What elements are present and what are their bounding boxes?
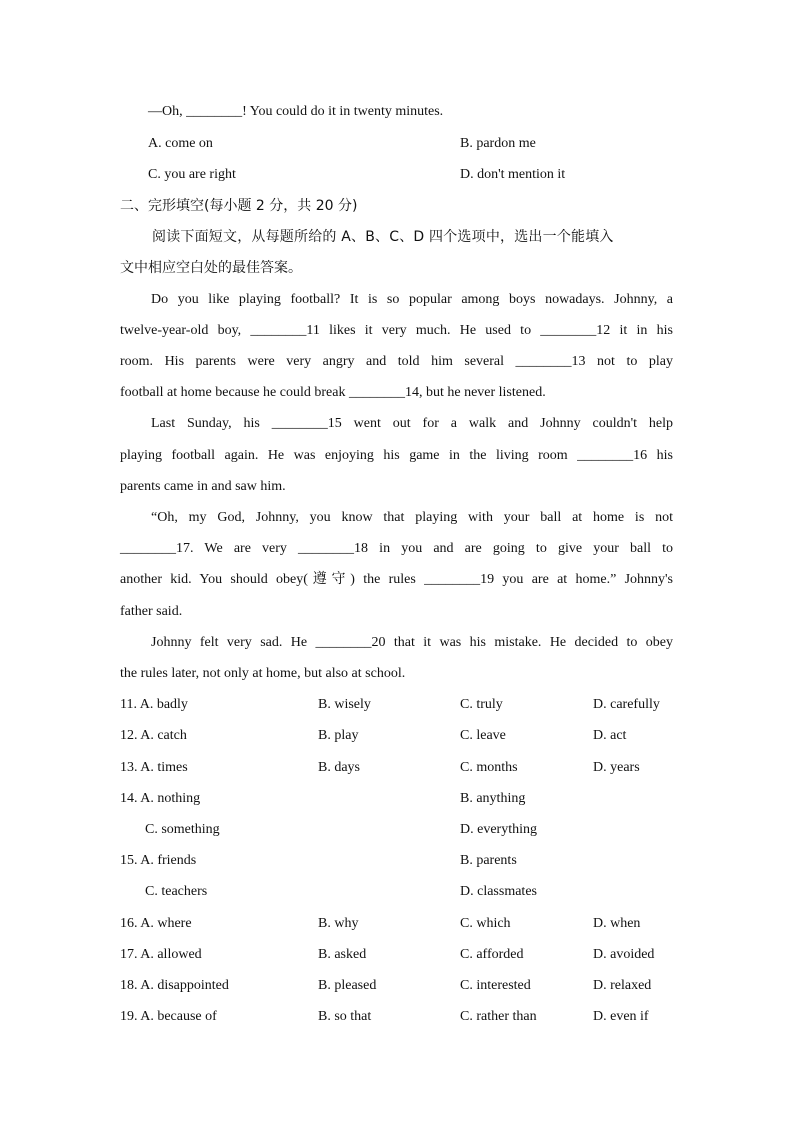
question-11-option-a: 11. A. badly xyxy=(120,697,188,712)
question-13-option-b: B. days xyxy=(318,760,360,775)
passage-line: football at home because he could break ________14, but he never listened. xyxy=(120,385,546,400)
question-18-option-b: B. pleased xyxy=(318,978,377,993)
question-15-option-b: B. parents xyxy=(460,853,517,868)
question-11-option-b: B. wisely xyxy=(318,697,371,712)
question-14-option-c: C. something xyxy=(145,822,220,837)
question-12-option-a: 12. A. catch xyxy=(120,728,187,743)
question-18-option-a: 18. A. disappointed xyxy=(120,978,229,993)
question-14-option-b: B. anything xyxy=(460,791,526,806)
passage-line: parents came in and saw him. xyxy=(120,479,286,494)
question-15-option-a: 15. A. friends xyxy=(120,853,197,868)
question-19-option-b: B. so that xyxy=(318,1009,372,1024)
prev-option-c: C. you are right xyxy=(148,167,236,182)
question-14-option-a: 14. A. nothing xyxy=(120,791,201,806)
question-16-option-c: C. which xyxy=(460,916,511,931)
passage-line: “Oh, my God, Johnny, you know that playing with your ball at home is not xyxy=(151,510,673,525)
question-16-option-d: D. when xyxy=(593,916,641,931)
prev-question-stem: —Oh, ________! You could do it in twenty minutes. xyxy=(148,104,444,119)
passage-line: twelve-year-old boy, ________11 likes it very much. He used to ________12 it in his xyxy=(120,323,673,338)
question-19-option-a: 19. A. because of xyxy=(120,1009,217,1024)
question-11-option-d: D. carefully xyxy=(593,697,660,712)
passage-line: another kid. You should obey(遵守) the rules ________19 you are at home.” Johnny's xyxy=(120,572,673,587)
question-12-option-d: D. act xyxy=(593,728,627,743)
passage-line: Johnny felt very sad. He ________20 that it was his mistake. He decided to obey xyxy=(151,635,673,650)
question-15-option-d: D. classmates xyxy=(460,884,537,899)
question-19-option-c: C. rather than xyxy=(460,1009,537,1024)
question-12-option-b: B. play xyxy=(318,728,359,743)
passage-line: Do you like playing football? It is so popular among boys nowadays. Johnny, a xyxy=(151,292,673,307)
section-heading: 二、完形填空(每小题 2 分，共 20 分) xyxy=(120,198,358,214)
passage-line: Last Sunday, his ________15 went out for a walk and Johnny couldn't help xyxy=(151,416,673,431)
question-15-option-c: C. teachers xyxy=(145,884,208,899)
prev-option-b: B. pardon me xyxy=(460,136,536,151)
question-17-option-b: B. asked xyxy=(318,947,367,962)
passage-line: the rules later, not only at home, but also at school. xyxy=(120,666,406,681)
passage-line: father said. xyxy=(120,604,183,619)
question-13-option-c: C. months xyxy=(460,760,518,775)
question-19-option-d: D. even if xyxy=(593,1009,649,1024)
question-16-option-b: B. why xyxy=(318,916,359,931)
instruction-line-2: 文中相应空白处的最佳答案。 xyxy=(120,260,302,276)
passage-line: ________17. We are very ________18 in you and are going to give your ball to xyxy=(120,541,673,556)
question-17-option-d: D. avoided xyxy=(593,947,655,962)
question-13-option-d: D. years xyxy=(593,760,640,775)
question-11-option-c: C. truly xyxy=(460,697,503,712)
question-17-option-c: C. afforded xyxy=(460,947,524,962)
passage-line: playing football again. He was enjoying his game in the living room ________16 his xyxy=(120,448,673,463)
passage-line: room. His parents were very angry and told him several ________13 not to play xyxy=(120,354,673,369)
question-16-option-a: 16. A. where xyxy=(120,916,192,931)
question-18-option-d: D. relaxed xyxy=(593,978,652,993)
question-14-option-d: D. everything xyxy=(460,822,537,837)
instruction-line-1: 阅读下面短文，从每题所给的 A、B、C、D 四个选项中，选出一个能填入 xyxy=(152,229,614,245)
prev-option-a: A. come on xyxy=(148,136,213,151)
question-17-option-a: 17. A. allowed xyxy=(120,947,202,962)
question-18-option-c: C. interested xyxy=(460,978,531,993)
question-13-option-a: 13. A. times xyxy=(120,760,188,775)
prev-option-d: D. don't mention it xyxy=(460,167,566,182)
question-12-option-c: C. leave xyxy=(460,728,506,743)
